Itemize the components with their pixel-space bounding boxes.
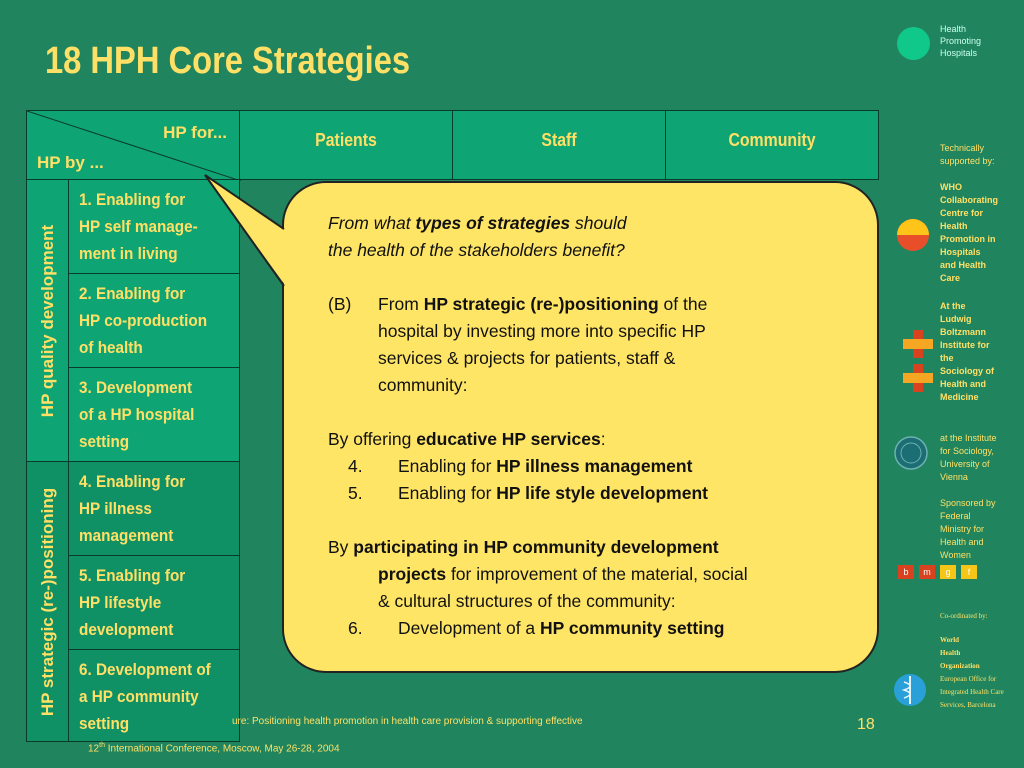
option-b-line: hospital by investing more into specific HP (378, 321, 706, 341)
page-title: 18 HPH Core Strategies (45, 40, 411, 82)
page-number: 18 (857, 716, 875, 733)
brand-line: Promoting (940, 36, 982, 46)
corner-top-label: HP for... (163, 123, 227, 142)
brand-line: Hospitals (940, 48, 978, 58)
bmgf-letter: g (940, 565, 956, 579)
tech-support-label: Technically supported by: (940, 143, 995, 166)
footer-conference: 12th International Conference, Moscow, May 26-28, 2004 (88, 742, 340, 755)
strategy-row: 1. Enabling for HP self manage- ment in living (68, 179, 240, 274)
bmgf-letter: f (961, 565, 977, 579)
footer-source: ure: Positioning health promotion in health care provision & supporting effective (232, 716, 583, 727)
strategy-row: 6. Development of a HP community setting (68, 649, 240, 742)
participating-heading: By participating in HP community development (328, 537, 719, 557)
sponsor-text: Sponsored by Federal Ministry for Health and Women (940, 498, 996, 560)
item-4: 4. Enabling for HP illness management (348, 456, 693, 476)
strategy-row: 5. Enabling for HP lifestyle development (68, 555, 240, 650)
projects-line: projects for improvement of the material, social (378, 564, 748, 584)
hph-logo-icon (897, 27, 930, 60)
lbi-text: At the Ludwig Boltzmann Institute for the Sociology of Health and Medicine (940, 301, 994, 402)
callout-text (328, 210, 873, 642)
column-header-community: Community (665, 110, 879, 180)
option-b: (B) From HP strategic (re-)positioning of the (328, 294, 708, 314)
strategy-table-header (26, 110, 879, 180)
university-text: at the Institute for Sociology, University of Vienna (940, 433, 997, 482)
strategy-row: 4. Enabling for HP illness management (68, 461, 240, 556)
option-b-line: services & projects for patients, staff & (378, 348, 676, 368)
strategy-row: 2. Enabling for HP co-production of health (68, 273, 240, 368)
item-5: 5. Enabling for HP life style development (348, 483, 708, 503)
lbi-logo-icon (903, 330, 933, 392)
corner-bottom-label: HP by ... (37, 153, 104, 172)
group-strategic-positioning (26, 461, 69, 742)
brand-line: Health (940, 24, 967, 34)
educative-heading: By offering educative HP services: (328, 429, 606, 449)
coordinated-label: Co-ordinated by: (940, 612, 988, 620)
projects-line2: & cultural structures of the community: (378, 591, 676, 611)
question: From what types of strategies should (328, 213, 627, 233)
item-6: 6. Development of a HP community setting (348, 618, 725, 638)
question-line2: the health of the stakeholders benefit? (328, 240, 625, 260)
bmgf-letter: b (898, 565, 914, 579)
group-quality-development (26, 179, 69, 462)
column-header-patients: Patients (239, 110, 453, 180)
strategy-row: 3. Development of a HP hospital setting (68, 367, 240, 462)
hph-logo-label (940, 23, 981, 59)
who-cc-text: WHO Collaborating Centre for Health Promotion in Hospitals and Health Care (940, 182, 998, 283)
column-header-staff: Staff (452, 110, 666, 180)
bmgf-letter: m (919, 565, 935, 579)
who-cc-logo-icon (896, 217, 930, 253)
university-seal-icon (894, 436, 928, 470)
group-label: HP strategic (re-)positioning (37, 487, 57, 716)
who-emblem-icon (890, 672, 930, 708)
option-b-line: community: (378, 375, 468, 395)
callout-pointer (200, 170, 320, 310)
who-org-text: World Health Organization European Office for Integrated Health Care Services, Barcelona (940, 636, 1004, 709)
bmgf-logo (898, 565, 980, 579)
group-label: HP quality development (37, 224, 57, 417)
